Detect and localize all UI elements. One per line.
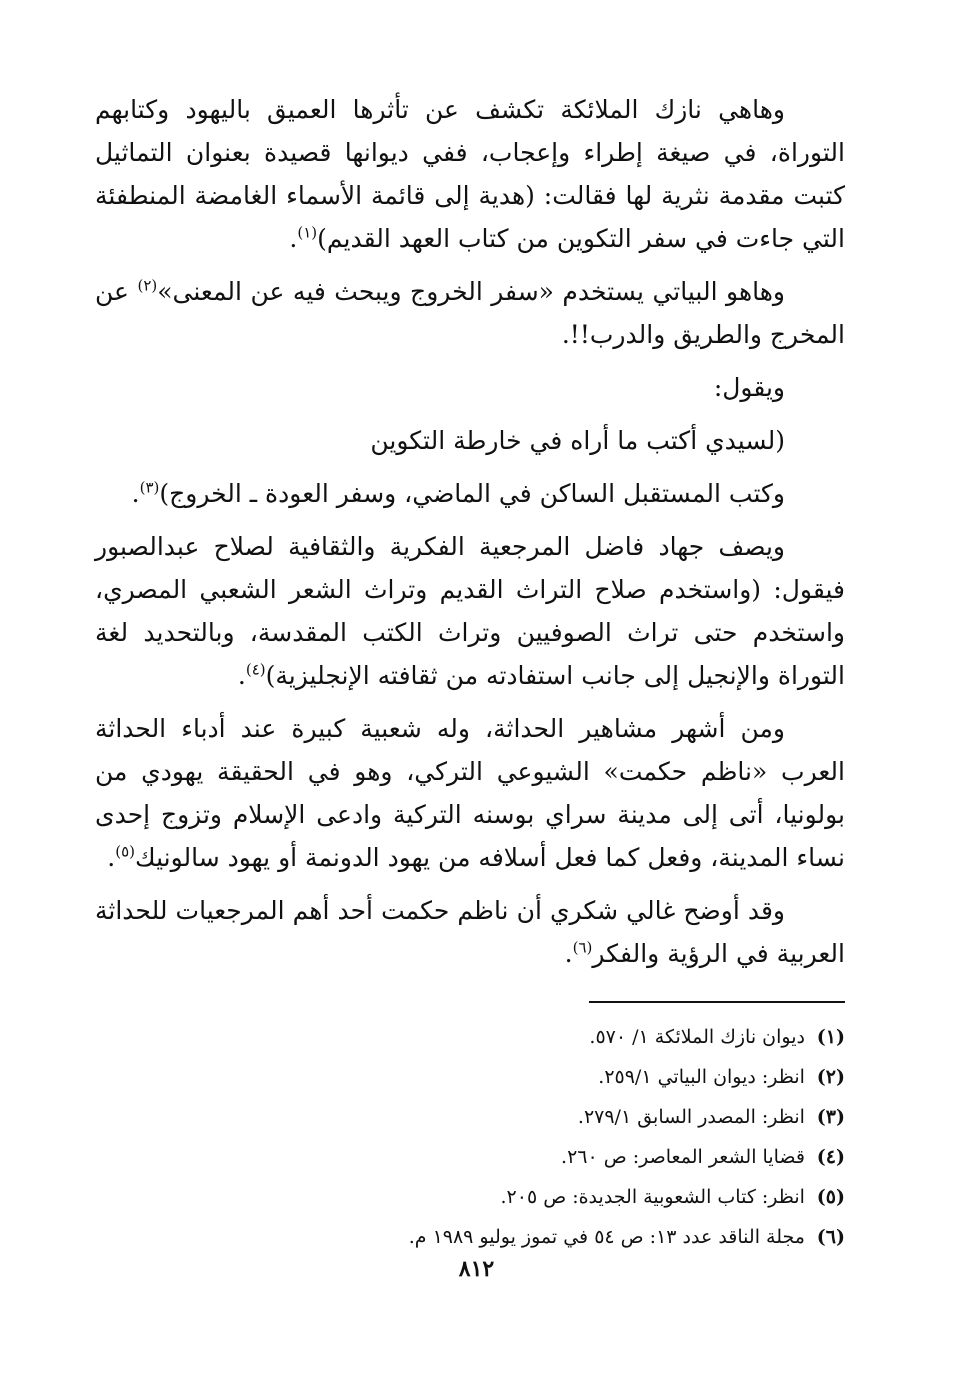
footnote-number: (١)	[816, 1026, 845, 1048]
body-paragraph-bayati	[95, 270, 845, 356]
page-number: ٨١٢	[458, 1256, 495, 1282]
paragraph-text: ومن أشهر مشاهير الحداثة، وله شعبية كبيرة عند أدباء الحداثة العرب «ناظم حكمت» الشيوعي التركي، وهو في الحقيقة يهودي من بولونيا، أتى إلى مدينة سراي بوسنه التركية وادعى الإسلام وتزوج إحدى نساء المدينة، وفعل كما فعل أسلافه من يهود الدونمة أو يهود سالونيك	[95, 714, 845, 872]
body-paragraph-abdulsabur	[95, 525, 845, 697]
footnote-item	[95, 1097, 845, 1137]
paragraph-text: وهاهو البياتي يستخدم «سفر الخروج ويبحث فيه عن المعنى»	[157, 277, 785, 306]
paragraph-tail: عن المخرج والطريق والدرب!!.	[95, 277, 845, 349]
verse-line-1	[95, 419, 845, 462]
paragraph-tail: .	[237, 661, 246, 690]
footnote-reference: (٣)	[139, 478, 160, 497]
footnote-reference: (٥)	[115, 842, 135, 861]
paragraph-tail: .	[289, 224, 298, 253]
body-paragraph-ghali-shukri	[95, 889, 845, 975]
footnote-number: (٤)	[816, 1146, 845, 1168]
verse-line-2	[95, 472, 845, 515]
footnote-reference: (٢)	[137, 276, 158, 295]
paragraph-text: وقد أوضح غالي شكري أن ناظم حكمت أحد أهم المرجعيات للحداثة العربية في الرؤية والفكر	[95, 896, 845, 968]
verse-text: وكتب المستقبل الساكن في الماضي، وسفر العودة ـ الخروج)	[159, 479, 785, 508]
footnote-item	[95, 1217, 845, 1257]
footnote-item	[95, 1057, 845, 1097]
footnote-number: (٣)	[816, 1106, 845, 1128]
footnote-text: قضايا الشعر المعاصر: ص ٢٦٠.	[561, 1146, 805, 1168]
footnote-text: انظر: المصدر السابق ٢٧٩/١.	[577, 1106, 805, 1128]
body-paragraph-nazim-hikmet	[95, 707, 845, 879]
paragraph-tail: .	[107, 843, 116, 872]
footnote-reference: (١)	[297, 223, 318, 242]
paragraph-text: وهاهي نازك الملائكة تكشف عن تأثرها العميق باليهود وكتابهم التوراة، في صيغة إطراء وإعجاب، ففي ديوانها قصيدة بعنوان التماثيل كتبت مقدمة نثرية لها فقالت: (هدية إلى قائمة الأسماء الغامضة المنطفئة التي جاءت في سفر التكوين من كتاب العهد القديم)	[95, 95, 845, 253]
footnote-reference: (٤)	[245, 660, 266, 679]
footnote-text: ديوان نازك الملائكة ١/ ٥٧٠.	[589, 1026, 805, 1048]
paragraph-tail: .	[131, 479, 140, 508]
footnote-item	[95, 1137, 845, 1177]
verse-text: (لسيدي أكتب ما أراه في خارطة التكوين	[370, 426, 785, 455]
footnote-separator	[589, 1001, 845, 1003]
verse-intro-line	[95, 366, 845, 409]
verse-text: ويقول:	[713, 373, 785, 402]
paragraph-tail: .	[564, 939, 573, 968]
footnote-text: انظر: ديوان البياتي ٢٥٩/١.	[598, 1066, 805, 1088]
footnote-number: (٢)	[816, 1066, 845, 1088]
document-page	[95, 88, 845, 1348]
footnote-number: (٥)	[816, 1186, 845, 1208]
footnote-item	[95, 1177, 845, 1217]
paragraph-text: ويصف جهاد فاضل المرجعية الفكرية والثقافية لصلاح عبدالصبور فيقول: (واستخدم صلاح التراث القديم وتراث الشعر الشعبي المصري، واستخدم حتى تراث الصوفيين وتراث الكتب المقدسة، وبالتحديد لغة التوراة والإنجيل إلى جانب استفادته من ثقافته الإنجليزية)	[95, 532, 845, 690]
footnote-text: انظر: كتاب الشعوبية الجديدة: ص ٢٠٥.	[500, 1186, 805, 1208]
footnote-number: (٦)	[816, 1226, 845, 1248]
footnote-text: مجلة الناقد عدد ١٣: ص ٥٤ في تموز يوليو ١٩٨٩ م.	[408, 1226, 805, 1248]
footnote-item	[95, 1017, 845, 1057]
footnote-reference: (٦)	[572, 938, 593, 957]
footnotes-list	[95, 1017, 845, 1257]
body-paragraph-nazik	[95, 88, 845, 260]
